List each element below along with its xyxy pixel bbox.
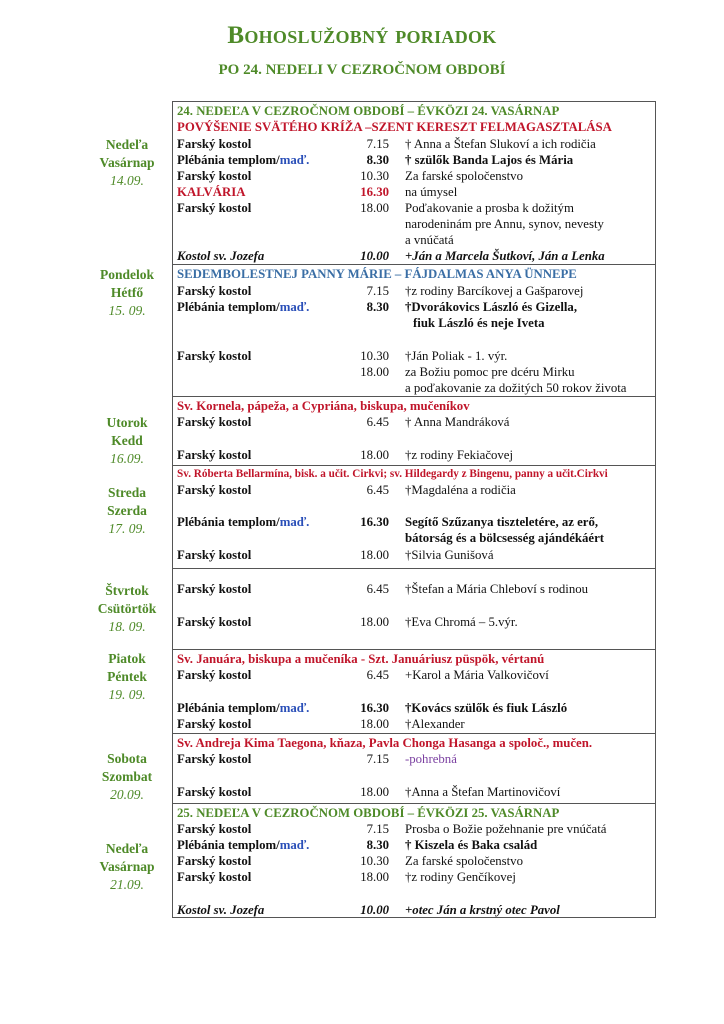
day-date: 19. 09. xyxy=(108,687,146,702)
feast-header: Sv. Andreja Kima Taegona, kňaza, Pavla Chonga Hasanga a spoloč., mučen. xyxy=(177,736,593,750)
table-row xyxy=(177,364,652,381)
table-row xyxy=(177,902,652,919)
table-row xyxy=(177,348,652,365)
place xyxy=(177,299,309,316)
intention: narodeninám pre Annu, synov, nevesty xyxy=(405,217,604,231)
table-row xyxy=(177,581,652,598)
intention: +Ján a Marcela Šutkoví, Ján a Lenka xyxy=(405,249,605,263)
table-row xyxy=(177,784,652,801)
place: Farský kostol xyxy=(177,284,252,298)
time: 6.45 xyxy=(366,582,389,596)
intention: †z rodiny Genčíkovej xyxy=(405,870,516,884)
time: 16.30 xyxy=(360,515,389,529)
time: 16.30 xyxy=(360,701,389,715)
time: 18.00 xyxy=(360,201,389,215)
table-row xyxy=(177,614,652,631)
time: 8.30 xyxy=(366,300,389,314)
language-tag: maď. xyxy=(279,701,310,715)
intention: +otec Ján a krstný otec Pavol xyxy=(405,903,560,917)
table-row xyxy=(177,184,652,201)
place-name: Plébánia templom/ xyxy=(177,515,280,529)
day-date: 20.09. xyxy=(110,787,144,802)
intention: †Alexander xyxy=(405,717,465,731)
page-title: Bohoslužobný poriadok xyxy=(227,22,497,49)
day-name-sk: Nedeľa xyxy=(105,137,149,152)
intention: Poďakovanie a prosba k dožitým xyxy=(405,201,574,215)
place: Farský kostol xyxy=(177,483,252,497)
place: Kostol sv. Jozefa xyxy=(177,903,265,917)
day-header: 24. NEDEĽA V CEZROČNOM OBDOBÍ – ÉVKÖZI 24. VASÁRNAP xyxy=(177,104,560,118)
time: 18.00 xyxy=(360,785,389,799)
intention: fiuk László és neje Iveta xyxy=(413,316,545,330)
intention: †Eva Chromá – 5.výr. xyxy=(405,615,518,629)
intention: †Anna a Štefan Martinovičoví xyxy=(405,785,561,799)
place-name: Plébánia templom/ xyxy=(177,300,280,314)
table-row xyxy=(177,283,652,300)
table-row xyxy=(177,530,652,547)
time: 7.15 xyxy=(366,137,389,151)
table-row xyxy=(177,380,652,397)
time: 6.45 xyxy=(366,668,389,682)
place: Farský kostol xyxy=(177,349,252,363)
place: Farský kostol xyxy=(177,169,252,183)
place: Farský kostol xyxy=(177,717,252,731)
intention: -pohrebná xyxy=(405,752,457,766)
time: 10.30 xyxy=(360,349,389,363)
intention: †Štefan a Mária Chleboví s rodinou xyxy=(405,582,589,596)
day-date: 18. 09. xyxy=(108,619,146,634)
time: 18.00 xyxy=(360,365,389,379)
day-name-sk: Sobota xyxy=(107,751,147,766)
day-label xyxy=(80,136,174,190)
day-date: 15. 09. xyxy=(108,303,146,318)
language-tag: maď. xyxy=(279,300,310,314)
place: Farský kostol xyxy=(177,582,252,596)
day-date: 21.09. xyxy=(110,877,144,892)
intention: na úmysel xyxy=(405,185,458,199)
day-label xyxy=(80,484,174,538)
day-name-hu: Vasárnap xyxy=(99,859,155,874)
intention: Za farské spoločenstvo xyxy=(405,169,523,183)
place xyxy=(177,700,309,717)
intention: †z rodiny Fekiačovej xyxy=(405,448,514,462)
place: Farský kostol xyxy=(177,548,252,562)
intention: † Anna Mandráková xyxy=(405,415,510,429)
table-row xyxy=(177,514,652,531)
time: 7.15 xyxy=(366,284,389,298)
day-label xyxy=(80,414,174,468)
page-subtitle: PO 24. NEDELI V CEZROČNOM OBDOBÍ xyxy=(218,62,506,78)
day-name-hu: Szerda xyxy=(107,503,147,518)
table-row xyxy=(177,821,652,838)
intention: † Anna a Štefan Slukoví a ich rodičia xyxy=(405,137,596,151)
time: 18.00 xyxy=(360,448,389,462)
day-label xyxy=(80,840,174,894)
place: Farský kostol xyxy=(177,415,252,429)
place: Farský kostol xyxy=(177,448,252,462)
day-header: 25. NEDEĽA V CEZROČNOM OBDOBÍ – ÉVKÖZI 25. VASÁRNAP xyxy=(177,806,560,820)
intention: Za farské spoločenstvo xyxy=(405,854,523,868)
feast-header: POVÝŠENIE SVÄTÉHO KRÍŽA –SZENT KERESZT FELMAGASZTALÁSA xyxy=(177,120,612,134)
time: 7.15 xyxy=(366,752,389,766)
day-label xyxy=(80,582,174,636)
place: Farský kostol xyxy=(177,785,252,799)
time: 6.45 xyxy=(366,483,389,497)
intention: †Ján Poliak - 1. výr. xyxy=(405,349,508,363)
time: 10.30 xyxy=(360,169,389,183)
table-row xyxy=(177,299,652,316)
intention: Prosba o Božie požehnanie pre vnúčatá xyxy=(405,822,607,836)
place xyxy=(177,514,309,531)
table-row xyxy=(177,200,652,217)
table-row xyxy=(177,853,652,870)
time: 18.00 xyxy=(360,615,389,629)
time: 10.00 xyxy=(360,903,389,917)
table-row xyxy=(177,216,652,233)
place: Farský kostol xyxy=(177,615,252,629)
divider xyxy=(172,568,656,569)
table-row xyxy=(177,482,652,499)
intention: †Magdaléna a rodičia xyxy=(405,483,516,497)
table-row xyxy=(177,447,652,464)
place-name: Plébánia templom/ xyxy=(177,838,280,852)
table-row xyxy=(177,232,652,249)
time: 8.30 xyxy=(366,153,389,167)
day-name-sk: Piatok xyxy=(108,651,146,666)
place: Farský kostol xyxy=(177,854,252,868)
time: 8.30 xyxy=(366,838,389,852)
place: Farský kostol xyxy=(177,870,252,884)
day-name-sk: Štvrtok xyxy=(105,583,149,598)
day-name-sk: Pondelok xyxy=(99,267,154,282)
place xyxy=(177,837,309,854)
day-date: 14.09. xyxy=(110,173,144,188)
table-row xyxy=(177,136,652,153)
time: 6.45 xyxy=(366,415,389,429)
table-row xyxy=(177,414,652,431)
feast-header: Sv. Januára, biskupa a mučeníka - Szt. Januáriusz püspök, vértanú xyxy=(177,652,545,666)
table-row xyxy=(177,547,652,564)
divider xyxy=(172,649,656,650)
table-row xyxy=(177,837,652,854)
feast-header: Sv. Róberta Bellarmína, bisk. a učit. Cirkvi; sv. Hildegardy z Bingenu, panny a učit.Cirkvi xyxy=(177,468,608,480)
intention: a vnúčatá xyxy=(405,233,454,247)
place-name: Plébánia templom/ xyxy=(177,701,280,715)
intention: +Karol a Mária Valkovičoví xyxy=(405,668,549,682)
table-row xyxy=(177,315,652,332)
intention: bátorság és a bölcsesség ajándékáért xyxy=(405,531,605,545)
table-row xyxy=(177,248,652,265)
time: 18.00 xyxy=(360,870,389,884)
intention: a poďakovanie za dožitých 50 rokov života xyxy=(405,381,627,395)
intention: †Kovács szülők és fiuk László xyxy=(405,701,568,715)
time: 18.00 xyxy=(360,548,389,562)
table-row xyxy=(177,152,652,169)
day-name-hu: Péntek xyxy=(107,669,147,684)
time: 7.15 xyxy=(366,822,389,836)
place xyxy=(177,152,309,169)
time: 18.00 xyxy=(360,717,389,731)
place: Farský kostol xyxy=(177,201,252,215)
table-row xyxy=(177,700,652,717)
divider xyxy=(172,733,656,734)
intention: Segítő Szűzanya tiszteletére, az erő, xyxy=(405,515,599,529)
day-label xyxy=(80,750,174,804)
intention: † Kiszela és Baka család xyxy=(405,838,538,852)
place: KALVÁRIA xyxy=(177,185,246,199)
time: 10.00 xyxy=(360,249,389,263)
day-name-sk: Streda xyxy=(107,485,146,500)
day-name-hu: Kedd xyxy=(111,433,143,448)
day-date: 17. 09. xyxy=(108,521,146,536)
time: 16.30 xyxy=(360,185,389,199)
place: Farský kostol xyxy=(177,822,252,836)
day-date: 16.09. xyxy=(110,451,144,466)
feast-header: SEDEMBOLESTNEJ PANNY MÁRIE – FÁJDALMAS ANYA ÜNNEPE xyxy=(177,267,577,281)
time: 10.30 xyxy=(360,854,389,868)
day-name-hu: Szombat xyxy=(101,769,153,784)
feast-header: Sv. Kornela, pápeža, a Cypriána, biskupa, mučeníkov xyxy=(177,399,470,413)
day-name-sk: Nedeľa xyxy=(105,841,149,856)
intention: †Silvia Gunišová xyxy=(405,548,494,562)
place-name: Plébánia templom/ xyxy=(177,153,280,167)
table-row xyxy=(177,667,652,684)
place: Farský kostol xyxy=(177,752,252,766)
day-name-hu: Vasárnap xyxy=(99,155,155,170)
place: Kostol sv. Jozefa xyxy=(177,249,265,263)
divider xyxy=(172,803,656,804)
day-name-sk: Utorok xyxy=(106,415,148,430)
language-tag: maď. xyxy=(279,515,310,529)
intention: † szülők Banda Lajos és Mária xyxy=(405,153,574,167)
day-name-hu: Hétfő xyxy=(110,285,144,300)
table-row xyxy=(177,716,652,733)
place: Farský kostol xyxy=(177,137,252,151)
language-tag: maď. xyxy=(279,153,310,167)
intention: †z rodiny Barcíkovej a Gašparovej xyxy=(405,284,584,298)
intention: †Dvorákovics László és Gizella, xyxy=(405,300,578,314)
day-name-hu: Csütörtök xyxy=(97,601,157,616)
language-tag: maď. xyxy=(279,838,310,852)
intention: za Božiu pomoc pre dcéru Mirku xyxy=(405,365,575,379)
day-label xyxy=(80,266,174,320)
table-row xyxy=(177,751,652,768)
day-label xyxy=(80,650,174,704)
table-row xyxy=(177,869,652,886)
place: Farský kostol xyxy=(177,668,252,682)
table-row xyxy=(177,168,652,185)
